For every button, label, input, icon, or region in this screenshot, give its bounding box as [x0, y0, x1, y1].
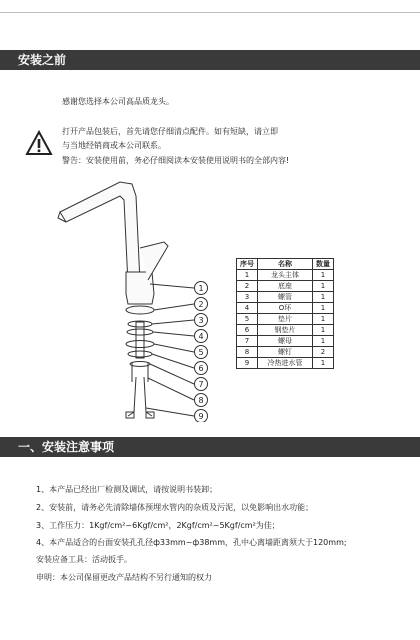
callout-number: 2: [198, 300, 204, 309]
cell-name: 底座: [258, 281, 313, 292]
cell-qty: 1: [313, 303, 334, 314]
table-row: [237, 292, 334, 303]
cell-index: 1: [237, 270, 258, 281]
callout-number: 8: [198, 396, 204, 405]
cell-name: 螺钉: [258, 347, 313, 358]
top-rule: [0, 12, 420, 13]
cell-index: 8: [237, 347, 258, 358]
callout-number: 5: [198, 348, 204, 357]
table-row: [237, 314, 334, 325]
note-2: 2、安装前，请务必先清除墙体预埋水管内的杂质及污泥，以免影响出水功能；: [36, 503, 314, 512]
faucet-exploded-diagram: [40, 172, 230, 422]
table-row: [237, 358, 334, 369]
section-title: 安装之前: [18, 53, 67, 67]
cell-name: 螺母: [258, 336, 313, 347]
cell-qty: 1: [313, 281, 334, 292]
table-row: [237, 336, 334, 347]
callout-number: 9: [198, 412, 204, 421]
table-row: [237, 303, 334, 314]
section-header-install-notes: [0, 437, 420, 457]
intro-line-2: 与当地经销商或本公司联系。: [62, 141, 166, 150]
table-row: [237, 347, 334, 358]
cell-index: 2: [237, 281, 258, 292]
warning-line: 警告：安装使用前，务必仔细阅读本安装使用说明书的全部内容!: [62, 156, 290, 165]
note-1: 1、本产品已经出厂检测及调试，请按说明书装卸；: [36, 485, 218, 494]
cell-qty: 1: [313, 270, 334, 281]
table-row: [237, 281, 334, 292]
cell-index: 7: [237, 336, 258, 347]
intro-line-1: 打开产品包装后，首先请您仔细清点配件。如有短缺，请立即: [62, 127, 278, 136]
col-header-qty: 数量: [313, 259, 334, 270]
cell-name: 垫片: [258, 314, 313, 325]
cell-qty: 2: [313, 347, 334, 358]
section-header-before-install: [0, 50, 420, 70]
table-row: [237, 325, 334, 336]
cell-name: 龙头主体: [258, 270, 313, 281]
cell-index: 3: [237, 292, 258, 303]
table-header-row: [237, 259, 334, 270]
section-title: 一、安装注意事项: [18, 440, 115, 454]
tools-note: 安装应备工具：活动扳手。: [36, 555, 132, 564]
cell-index: 5: [237, 314, 258, 325]
cell-index: 9: [237, 358, 258, 369]
callout-number: 7: [198, 380, 204, 389]
table-row: [237, 270, 334, 281]
cell-name: 螺管: [258, 292, 313, 303]
note-3: 3、工作压力：1Kgf/cm²~6Kgf/cm²，2Kgf/cm²~5Kgf/cm²为佳；: [36, 521, 280, 530]
warning-icon: [25, 130, 53, 156]
cell-qty: 1: [313, 358, 334, 369]
col-header-name: 名称: [258, 259, 313, 270]
thanks-text: 感谢您选择本公司高品质龙头。: [62, 97, 174, 106]
parts-table: [236, 258, 334, 369]
note-4: 4、本产品适合的台面安装孔孔径ф33mm~ф38mm，孔中心离墙距离须大于120mm;: [36, 538, 347, 547]
callout-number: 4: [198, 332, 204, 341]
callout-number: 1: [198, 284, 204, 293]
cell-name: 冷热进水管: [258, 358, 313, 369]
cell-qty: 1: [313, 336, 334, 347]
callout-number: 6: [198, 364, 204, 373]
cell-qty: 1: [313, 292, 334, 303]
cell-qty: 1: [313, 325, 334, 336]
cell-qty: 1: [313, 314, 334, 325]
cell-name: O环: [258, 303, 313, 314]
col-header-index: 序号: [237, 259, 258, 270]
callout-number: 3: [198, 316, 204, 325]
disclaimer: 申明：本公司保留更改产品结构不另行通知的权力: [36, 573, 212, 582]
cell-name: 钢垫片: [258, 325, 313, 336]
cell-index: 6: [237, 325, 258, 336]
cell-index: 4: [237, 303, 258, 314]
